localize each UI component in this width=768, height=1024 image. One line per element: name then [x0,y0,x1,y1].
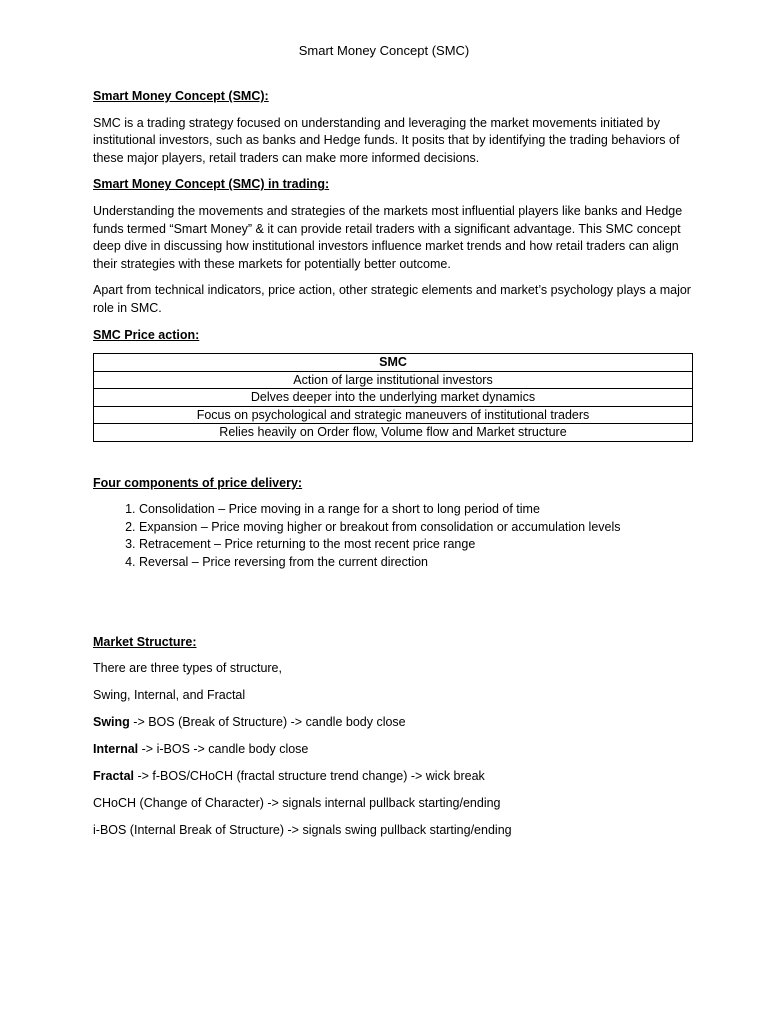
structure-types: Swing, Internal, and Fractal [93,688,246,703]
choch-line: CHoCH (Change of Character) -> signals internal pullback starting/ending [93,796,501,811]
table-cell: Focus on psychological and strategic maneuvers of institutional traders [94,406,693,424]
table-header-row [94,354,693,372]
fractal-line [93,768,693,786]
list-item: 4. Reversal – Price reversing from the current direction [139,554,693,572]
smc-price-action-table [93,353,693,442]
internal-term: Internal [93,742,139,757]
table-cell: Delves deeper into the underlying market dynamics [94,389,693,407]
swing-line [93,714,693,732]
table-cell: Relies heavily on Order flow, Volume flow and Market structure [94,424,693,442]
market-structure-heading: Market Structure: [93,634,197,649]
list-item: 1. Consolidation – Price moving in a range for a short to long period of time [139,501,693,519]
ibos-line: i-BOS (Internal Break of Structure) -> signals swing pullback starting/ending [93,823,512,838]
swing-description: -> BOS (Break of Structure) -> candle body close [129,715,406,730]
smc-definition-paragraph: SMC is a trading strategy focused on understanding and leveraging the market movements initiated by institutional investors, such as banks and Hedge funds. It posits that by identifying the trading behaviors of these major players, retail traders can make more informed decisions. [93,115,680,165]
smc-price-action-heading: SMC Price action: [93,327,200,342]
table-row [94,371,693,389]
spacer [93,572,693,634]
document-body [93,88,693,849]
swing-term: Swing [93,715,130,730]
smc-psychology-paragraph: Apart from technical indicators, price action, other strategic elements and market’s psychology plays a major role in SMC. [93,283,691,315]
list-item: 3. Retracement – Price returning to the most recent price range [139,536,693,554]
table-row [94,424,693,442]
document-title: Smart Money Concept (SMC) [298,43,470,58]
fractal-description: -> f-BOS/CHoCH (fractal structure trend change) -> wick break [134,769,485,784]
list-item: 2. Expansion – Price moving higher or breakout from consolidation or accumulation levels [139,519,693,537]
spacer [93,442,693,475]
structure-intro: There are three types of structure, [93,661,282,676]
internal-line [93,741,693,759]
table-cell: Action of large institutional investors [94,371,693,389]
table-row [94,406,693,424]
fractal-term: Fractal [93,769,134,784]
price-delivery-list [93,501,693,571]
internal-description: -> i-BOS -> candle body close [138,742,309,757]
smc-in-trading-paragraph: Understanding the movements and strategies of the markets most influential players like banks and Hedge funds termed “Smart Money” & it can provide retail traders with a significant advantage. This SMC concept deep dive in discussing how institutional investors influence market trends and how retail traders can align their strategies with these markets for potentially better outcome. [93,203,683,271]
table-row [94,389,693,407]
smc-heading: Smart Money Concept (SMC): [93,89,269,103]
smc-in-trading-heading: Smart Money Concept (SMC) in trading: [93,177,330,192]
table-header-cell: SMC [94,354,693,372]
price-delivery-heading: Four components of price delivery: [93,475,303,490]
